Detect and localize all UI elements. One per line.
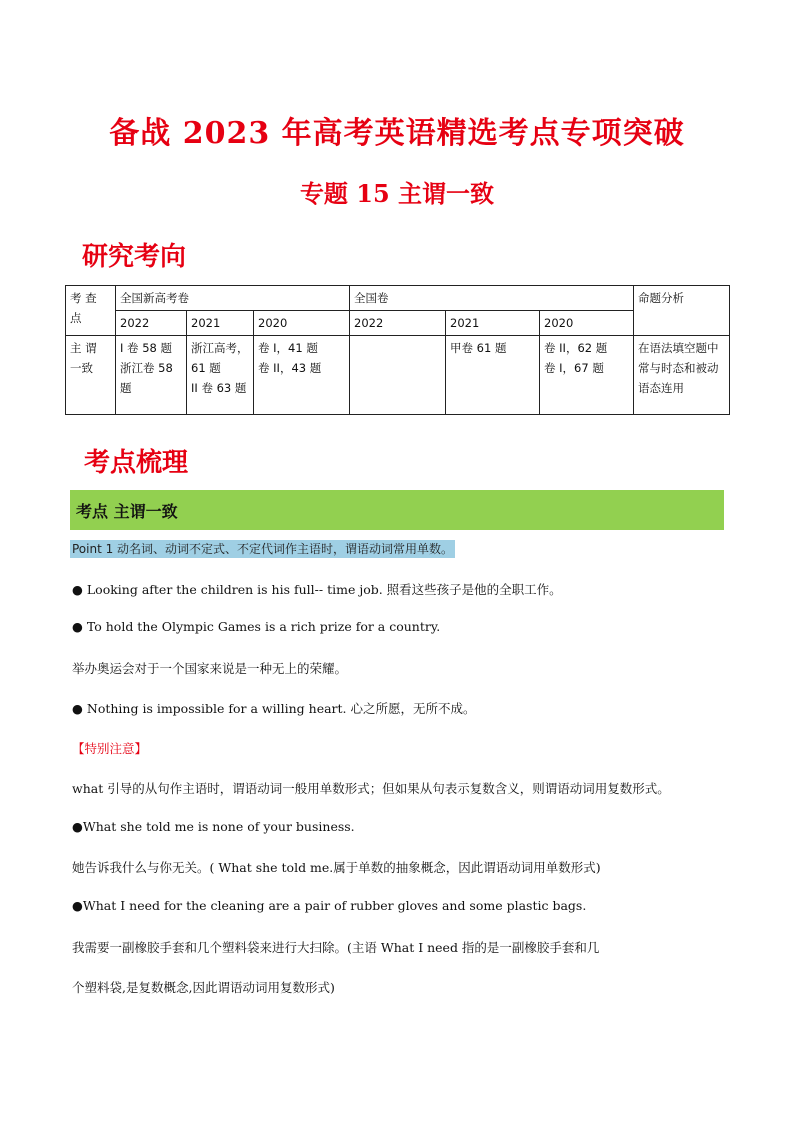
table-cell-value <box>350 336 446 415</box>
table-cell-topic: 主 谓 一致 <box>66 336 116 415</box>
table-cell-national-new: 全国新高考卷 <box>116 286 350 311</box>
table-cell-year: 2022 <box>350 311 446 336</box>
table-cell-year: 2021 <box>446 311 540 336</box>
table-cell-value <box>540 336 634 415</box>
table-cell-year: 2020 <box>254 311 350 336</box>
document-subtitle: 专题 15 主谓一致 <box>299 179 495 208</box>
rule-line: what 引导的从句作主语时，谓语动词一般用单数形式；但如果从句表示复数含义，则谓语动词用复数形式。 <box>72 781 670 796</box>
table-cell-year: 2020 <box>540 311 634 336</box>
translation-line: 我需要一副橡胶手套和几个塑料袋来进行大扫除。(主语 What I need 指的是一副橡胶手套和几 <box>72 940 600 955</box>
table-row <box>66 286 730 311</box>
example-line: ●What she told me is none of your business. <box>72 819 355 834</box>
table-cell-line: 卷 II，43 题 <box>258 361 322 375</box>
example-line: ● Looking after the children is his full-- time job. 照看这些孩子是他的全职工作。 <box>72 582 562 597</box>
translation-line: 个塑料袋,是复数概念,因此谓语动词用复数形式) <box>72 980 335 995</box>
table-row <box>66 311 730 336</box>
table-cell-topic-header: 考 查 点 <box>66 286 116 336</box>
table-cell-line: 卷 I，41 题 <box>258 341 318 355</box>
example-line: ●What I need for the cleaning are a pair of rubber gloves and some plastic bags. <box>72 898 587 913</box>
example-line: ● Nothing is impossible for a willing heart. 心之所愿，无所不成。 <box>72 701 476 716</box>
table-cell-value <box>254 336 350 415</box>
table-cell-analysis: 在语法填空题中常与时态和被动语态连用 <box>634 336 730 415</box>
table-cell-value: I 卷 58 题 浙江卷 58 题 <box>116 336 187 415</box>
special-note-label: 【特别注意】 <box>72 741 148 756</box>
table-cell-line: 卷 I，67 题 <box>544 361 604 375</box>
section-heading-review: 考点梳理 <box>84 448 189 478</box>
table-cell-line: II 卷 63 题 <box>191 381 247 395</box>
topic-banner-label: 考点 主谓一致 <box>76 502 178 521</box>
exam-table <box>65 285 730 415</box>
table-cell-line: 浙江高考，61 题 <box>191 341 249 375</box>
document-title: 备战 2023 年高考英语精选考点专项突破 <box>109 116 685 151</box>
table-row <box>66 336 730 415</box>
table-cell-year: 2022 <box>116 311 187 336</box>
table-cell-line: 卷 II，62 题 <box>544 341 608 355</box>
translation-line: 她告诉我什么与你无关。( What she told me.属于单数的抽象概念，因此谓语动词用单数形式) <box>72 860 601 875</box>
table-cell-year: 2021 <box>187 311 254 336</box>
point-1-highlight: Point 1 动名词、动词不定式、不定代词作主语时，谓语动词常用单数。 <box>72 542 454 556</box>
example-line: ● To hold the Olympic Games is a rich prize for a country. <box>72 619 441 634</box>
topic-banner <box>70 490 724 530</box>
table-cell-value: 甲卷 61 题 <box>446 336 540 415</box>
section-heading-research: 研究考向 <box>82 242 187 272</box>
table-cell-analysis-header: 命题分析 <box>634 286 730 336</box>
translation-line: 举办奥运会对于一个国家来说是一种无上的荣耀。 <box>72 661 348 676</box>
table-cell-national: 全国卷 <box>350 286 634 311</box>
table-cell-value <box>187 336 254 415</box>
